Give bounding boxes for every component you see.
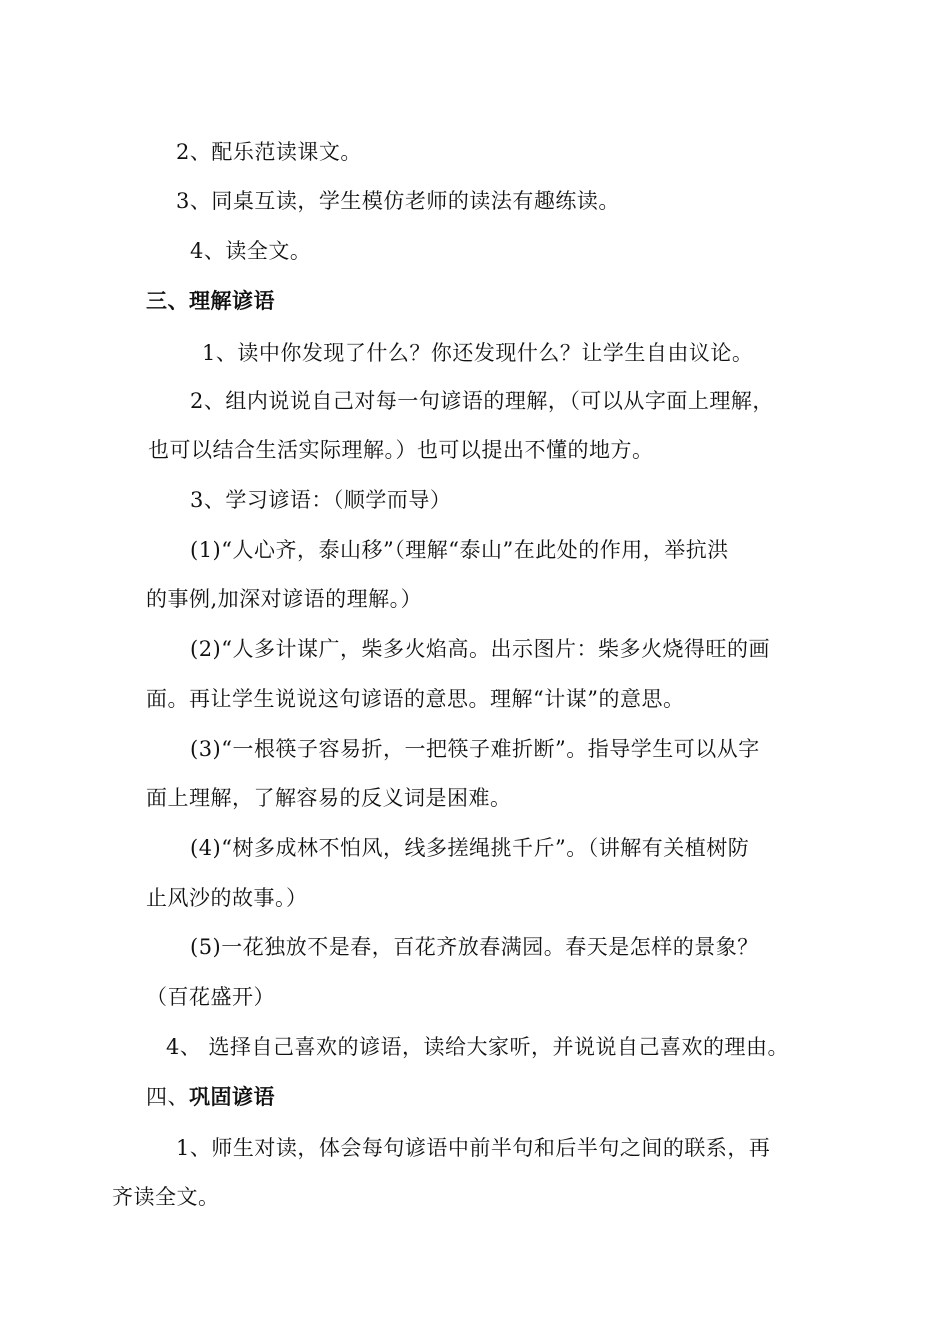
text-line: 也可以结合生活实际理解。）也可以提出不懂的地方。	[148, 438, 654, 462]
text-line: 面上理解，了解容易的反义词是困难。	[146, 786, 512, 810]
section-heading	[146, 1082, 275, 1112]
text-line: 4、读全文。	[190, 239, 312, 263]
text-line: (4)“树多成林不怕风，线多搓绳挑千斤”。（讲解有关植树防	[190, 836, 750, 860]
text-line: 2、配乐范读课文。	[176, 140, 362, 164]
text-line: 齐读全文。	[112, 1185, 220, 1209]
text-line: (2)“人多计谋广，柴多火焰高。出示图片：柴多火烧得旺的画	[190, 637, 770, 661]
text-line: 1、师生对读，体会每句谚语中前半句和后半句之间的联系，再	[176, 1136, 771, 1160]
text-line: 3、同桌互读，学生模仿老师的读法有趣练读。	[176, 189, 620, 213]
text-line: 2、组内说说自己对每一句谚语的理解，（可以从字面上理解，	[190, 389, 774, 413]
section-heading-title: 巩固谚语	[189, 1084, 275, 1109]
text-line: (1)“人心齐，泰山移”（理解“泰山”在此处的作用，举抗洪	[190, 538, 729, 562]
text-line: 的事例,加深对谚语的理解。）	[146, 587, 423, 611]
text-line: （百花盛开）	[146, 985, 275, 1009]
text-line: 4、 选择自己喜欢的谚语，读给大家听，并说说自己喜欢的理由。	[166, 1035, 790, 1059]
section-heading: 三、理解谚语	[146, 288, 275, 313]
text-line: (5)一花独放不是春，百花齐放春满园。春天是怎样的景象？	[190, 935, 759, 959]
text-line: 3、学习谚语：（顺学而导）	[190, 488, 452, 512]
text-line: (3)“一根筷子容易折，一把筷子难折断”。指导学生可以从字	[190, 737, 760, 761]
text-line: 1、读中你发现了什么？你还发现什么？让学生自由议论。	[202, 341, 754, 365]
section-heading-number: 四、	[146, 1085, 189, 1109]
text-line: 面。再让学生说说这句谚语的意思。理解“计谋”的意思。	[146, 687, 685, 711]
text-line: 止风沙的故事。）	[146, 886, 308, 910]
